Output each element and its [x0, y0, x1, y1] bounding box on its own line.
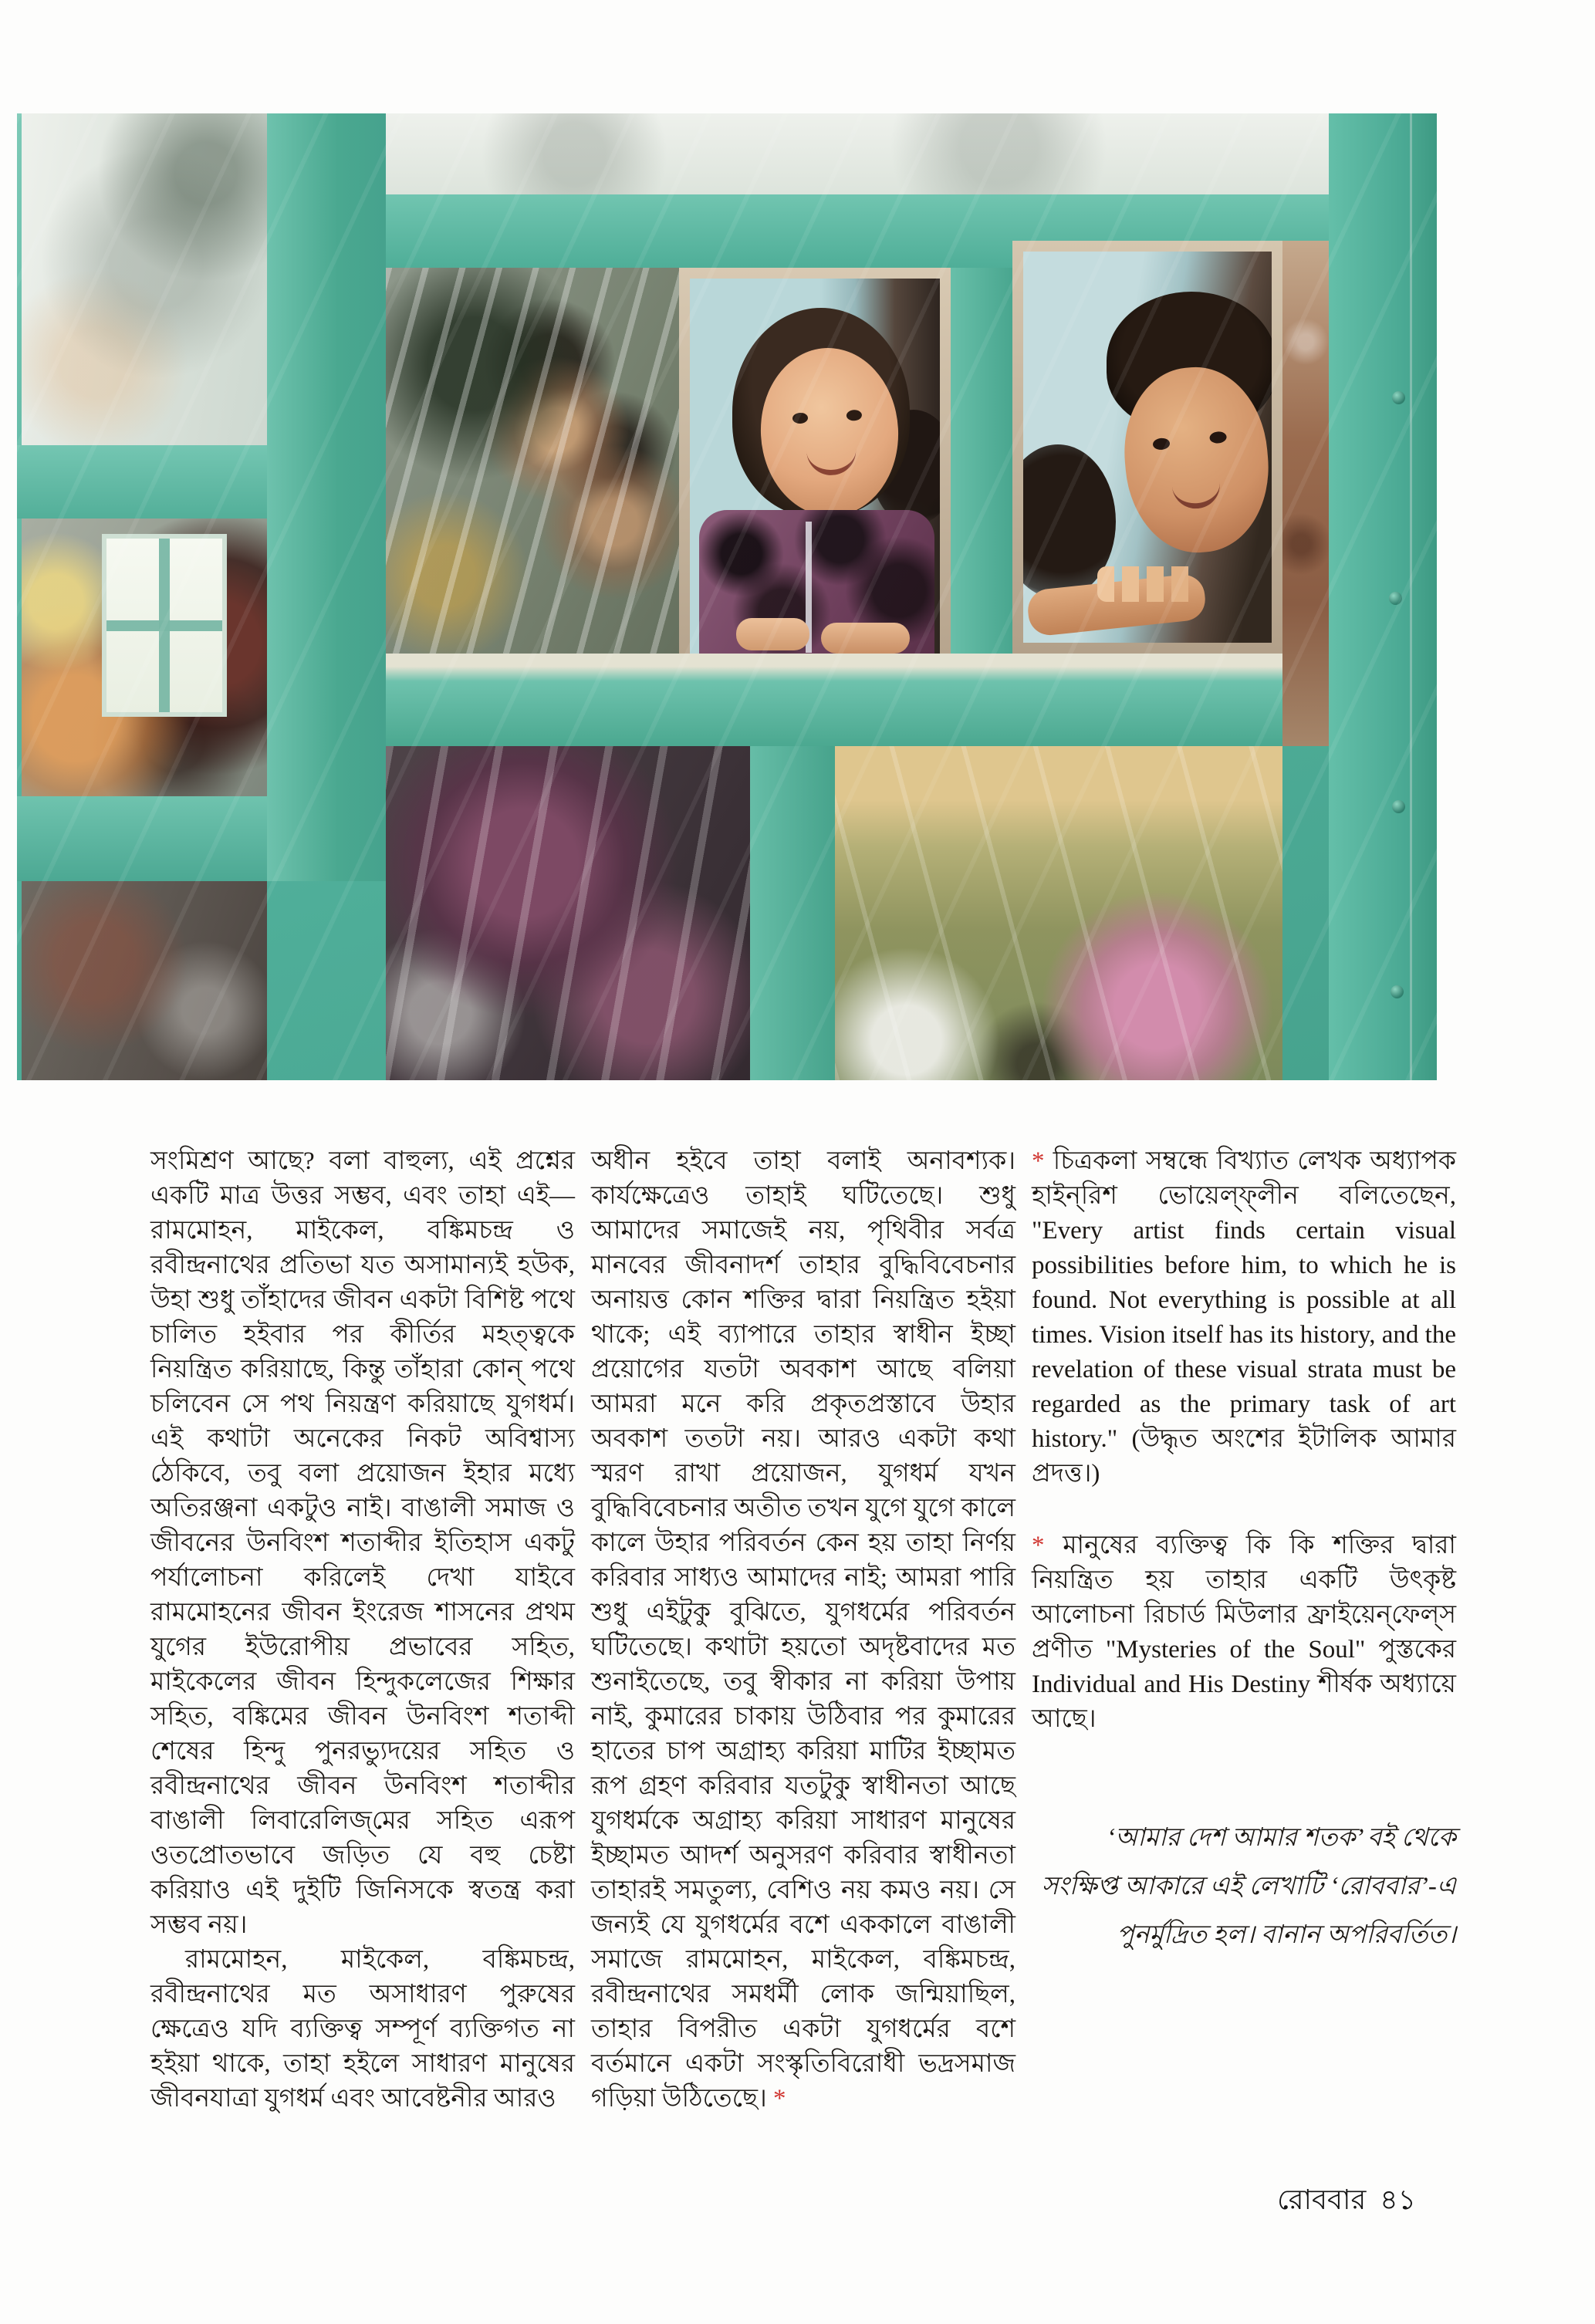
rivet: [1389, 592, 1402, 605]
teal-rail: [17, 445, 272, 519]
footnote-book-title: "Mysteries of the Soul": [1105, 1636, 1366, 1664]
rivet: [1392, 800, 1405, 813]
closing-note: ‘আমার দেশ আমার শতক’ বই থেকে সংক্ষিপ্ত আকারে এই লেখাটি ‘রোববার’-এ পুনর্মুদ্রিত হল। বানান অপরিবর্তিত।: [1041, 1824, 1456, 1949]
rivet: [1392, 391, 1405, 404]
footnote-english-quote: "Every artist finds certain visual possibilities before him, to which he is found. Not everything is possible at all times. Vision itself has its history, and the revelation of these visual strata must be regarded as the primary task of art history.": [1032, 1217, 1456, 1453]
footnote-marker: *: [1032, 1147, 1045, 1175]
article-column-1: [150, 1144, 575, 2116]
teal-rail: [17, 796, 272, 881]
dirty-glass-faces: [386, 268, 679, 654]
lower-glass-reflection: [835, 746, 1282, 1080]
photo-children-at-window: [17, 113, 1437, 1080]
window-opening-girl: [690, 279, 940, 654]
boy-smile: [1172, 481, 1222, 510]
footnote-text: চিত্রকলা সম্বন্ধে বিখ্যাত লেখক অধ্যাপক হাইন্‌রিশ ভোয়েল্‌ফ্‌লীন বলিতেছেন,: [1032, 1147, 1456, 1210]
footnote-text: মানুষের ব্যক্তিত্ব কি কি শক্তির দ্বারা নিয়ন্ত্রিত হয় তাহার একটি উৎকৃষ্ট আলোচনা রিচার্ড মিউলার ফ্রাইয়েন্‌ফেল্‌স প্রণীত: [1032, 1532, 1456, 1664]
girl-eye-right: [846, 410, 863, 421]
body-text: অধীন হইবে তাহা বলাই অনাবশ্যক। কার্যক্ষেত্রেও তাহাই ঘটিতেছে। শুধু আমাদের সমাজেই নয়, পৃথিবীর সর্বত্র মানবের জীবনাদর্শ তাহার বুদ্ধিবিবেচনার অনায়ত্ত কোন শক্তির দ্বারা নিয়ন্ত্রিত হইয়া থাকে; এই ব্যাপারে তাহার স্বাধীন ইচ্ছা প্রয়োগের যতটা অবকাশ আছে বলিয়া আমরা মনে করি প্রকৃতপ্রস্তাবে উহার অবকাশ ততটা নয়। আরও একটা কথা স্মরণ রাখা প্রয়োজন, যুগধর্ম যখন বুদ্ধিবিবেচনার অতীত তখন যুগে যুগে কালে কালে উহার পরিবর্তন কেন হয় তাহা নির্ণয় করিবার সাধ্যও আমাদের নাই; আমরা পারি শুধু এইটুকু বুঝিতে, যুগধর্মের পরিবর্তন ঘটিতেছে। কথাটা হয়তো অদৃষ্টবাদের মত শুনাইতেছে, তবু স্বীকার না করিয়া উপায় নাই, কুমারের চাকায় উঠিবার পর কুমারের হাতের চাপ অগ্রাহ্য করিয়া মাটির ইচ্ছামত রূপ গ্রহণ করিবার যতটুকু স্বাধীনতা আছে যুগধর্মকে অগ্রাহ্য করিয়া সাধারণ মানুষের ইচ্ছামত আদর্শ অনুসরণ করিবার স্বাধীনতা তাহারই সমতুল্য, বেশিও নয় কমও নয়। সে জন্যই যে যুগধর্মের বশে এককালে বাঙালী সমাজে রামমোহন, মাইকেল, বঙ্কিমচন্দ্র, রবীন্দ্রনাথের সমধর্মী লোক জন্মিয়াছিল, তাহার বিপরীত একটা যুগধর্মের বশে বর্তমানে একটা সংস্কৃতিবিরোধী ভদ্রসমাজ গড়িয়া উঠিতেছে।: [591, 1147, 1015, 2113]
footnote-2: [1032, 1529, 1456, 1737]
footnote-chapter-title: Individual and His Destiny: [1032, 1670, 1311, 1698]
page-footer: [1277, 2179, 1416, 2225]
footnote-marker: *: [1032, 1532, 1045, 1559]
magazine-name: রোববার: [1277, 2184, 1367, 2215]
body-paragraph: [591, 1144, 1015, 2116]
body-paragraph: সংমিশ্রণ আছে? বলা বাহুল্য, এই প্রশ্নের একটি মাত্র উত্তর সম্ভব, এবং তাহা এই— রামমোহন, মাইকেল, বঙ্কিমচন্দ্র ও রবীন্দ্রনাথের প্রতিভা যত অসামান্যই হউক, উহা শুধু তাঁহাদের জীবন একটা বিশিষ্ট পথে চালিত হইবার পর কীর্তির মহত্ত্বকে নিয়ন্ত্রিত করিয়াছে, কিন্তু তাঁহারা কোন্ পথে চলিবেন সে পথ নিয়ন্ত্রণ করিয়াছে যুগধর্ম। এই কথাটা অনেকের নিকট অবিশ্বাস্য ঠেকিবে, তবু বলা প্রয়োজন ইহার মধ্যে অতিরঞ্জনা একটুও নাই। বাঙালী সমাজ ও জীবনের উনবিংশ শতাব্দীর ইতিহাস একটু পর্যালোচনা করিলেই দেখা যাইবে রামমোহনের জীবন ইংরেজ শাসনের প্রথম যুগের ইউরোপীয় প্রভাবের সহিত, মাইকেলের জীবন হিন্দুকলেজের শিক্ষার সহিত, বঙ্কিমের জীবন উনবিংশ শতাব্দী শেষের হিন্দু পুনরভ্যুদয়ের সহিত ও রবীন্দ্রনাথের জীবন উনবিংশ শতাব্দীর বাঙালী লিবারেলিজ্‌মের সহিত এরূপ ওতপ্রোতভাবে জড়িত যে বহু চেষ্টা করিয়াও এই দুইটি জিনিসকে স্বতন্ত্র করা সম্ভব নয়।: [150, 1147, 575, 1939]
teal-panel-edge: [1410, 113, 1437, 1080]
girl-smile: [806, 445, 857, 476]
boy-eye-left: [1152, 437, 1170, 451]
teal-mullion: [951, 268, 1012, 654]
footnote-text: পুস্তকের: [1365, 1636, 1456, 1664]
weathered-post: [1282, 241, 1329, 746]
window-reflection: [102, 534, 227, 717]
boy-eye-right: [1209, 431, 1227, 444]
rivet: [1391, 985, 1404, 998]
footnote-1: [1032, 1144, 1456, 1491]
transom-glass: [386, 113, 1329, 194]
article-column-3: [1032, 1144, 1456, 2116]
body-paragraph: রামমোহন, মাইকেল, বঙ্কিমচন্দ্র, রবীন্দ্রনাথের মত অসাধারণ পুরুষের ক্ষেত্রেও যদি ব্যক্তিত্ব সম্পূর্ণ ব্যক্তিগত না হইয়া থাকে, তাহা হইলে সাধারণ মানুষের জীবনযাত্রা যুগধর্ম এবং আবেষ্টনীর আরও: [150, 1946, 575, 2113]
glass-pane-top-left: [22, 113, 267, 445]
footnote-text: (উদ্ধৃত অংশের ইটালিক আমার প্রদত্ত।): [1032, 1425, 1456, 1488]
footnote-marker: *: [773, 2085, 786, 2113]
article-column-2: [591, 1144, 1015, 2116]
article-body: [150, 1144, 1456, 2116]
page-number: ৪১: [1380, 2184, 1416, 2215]
teal-mullion: [267, 113, 386, 881]
lower-glass-dress: [386, 746, 750, 1080]
window-sill: [386, 654, 1329, 746]
teal-mullion: [750, 746, 835, 1080]
glass-pane-bottom-left: [22, 881, 267, 1080]
footnote-text: শীর্ষক অধ্যায়ে আছে।: [1032, 1670, 1456, 1733]
girl-hand: [821, 623, 910, 654]
window-opening-boy: [1023, 252, 1272, 643]
girl-hand: [736, 618, 809, 650]
boy-fingers: [1097, 566, 1198, 602]
girl-eye-left: [792, 412, 809, 424]
